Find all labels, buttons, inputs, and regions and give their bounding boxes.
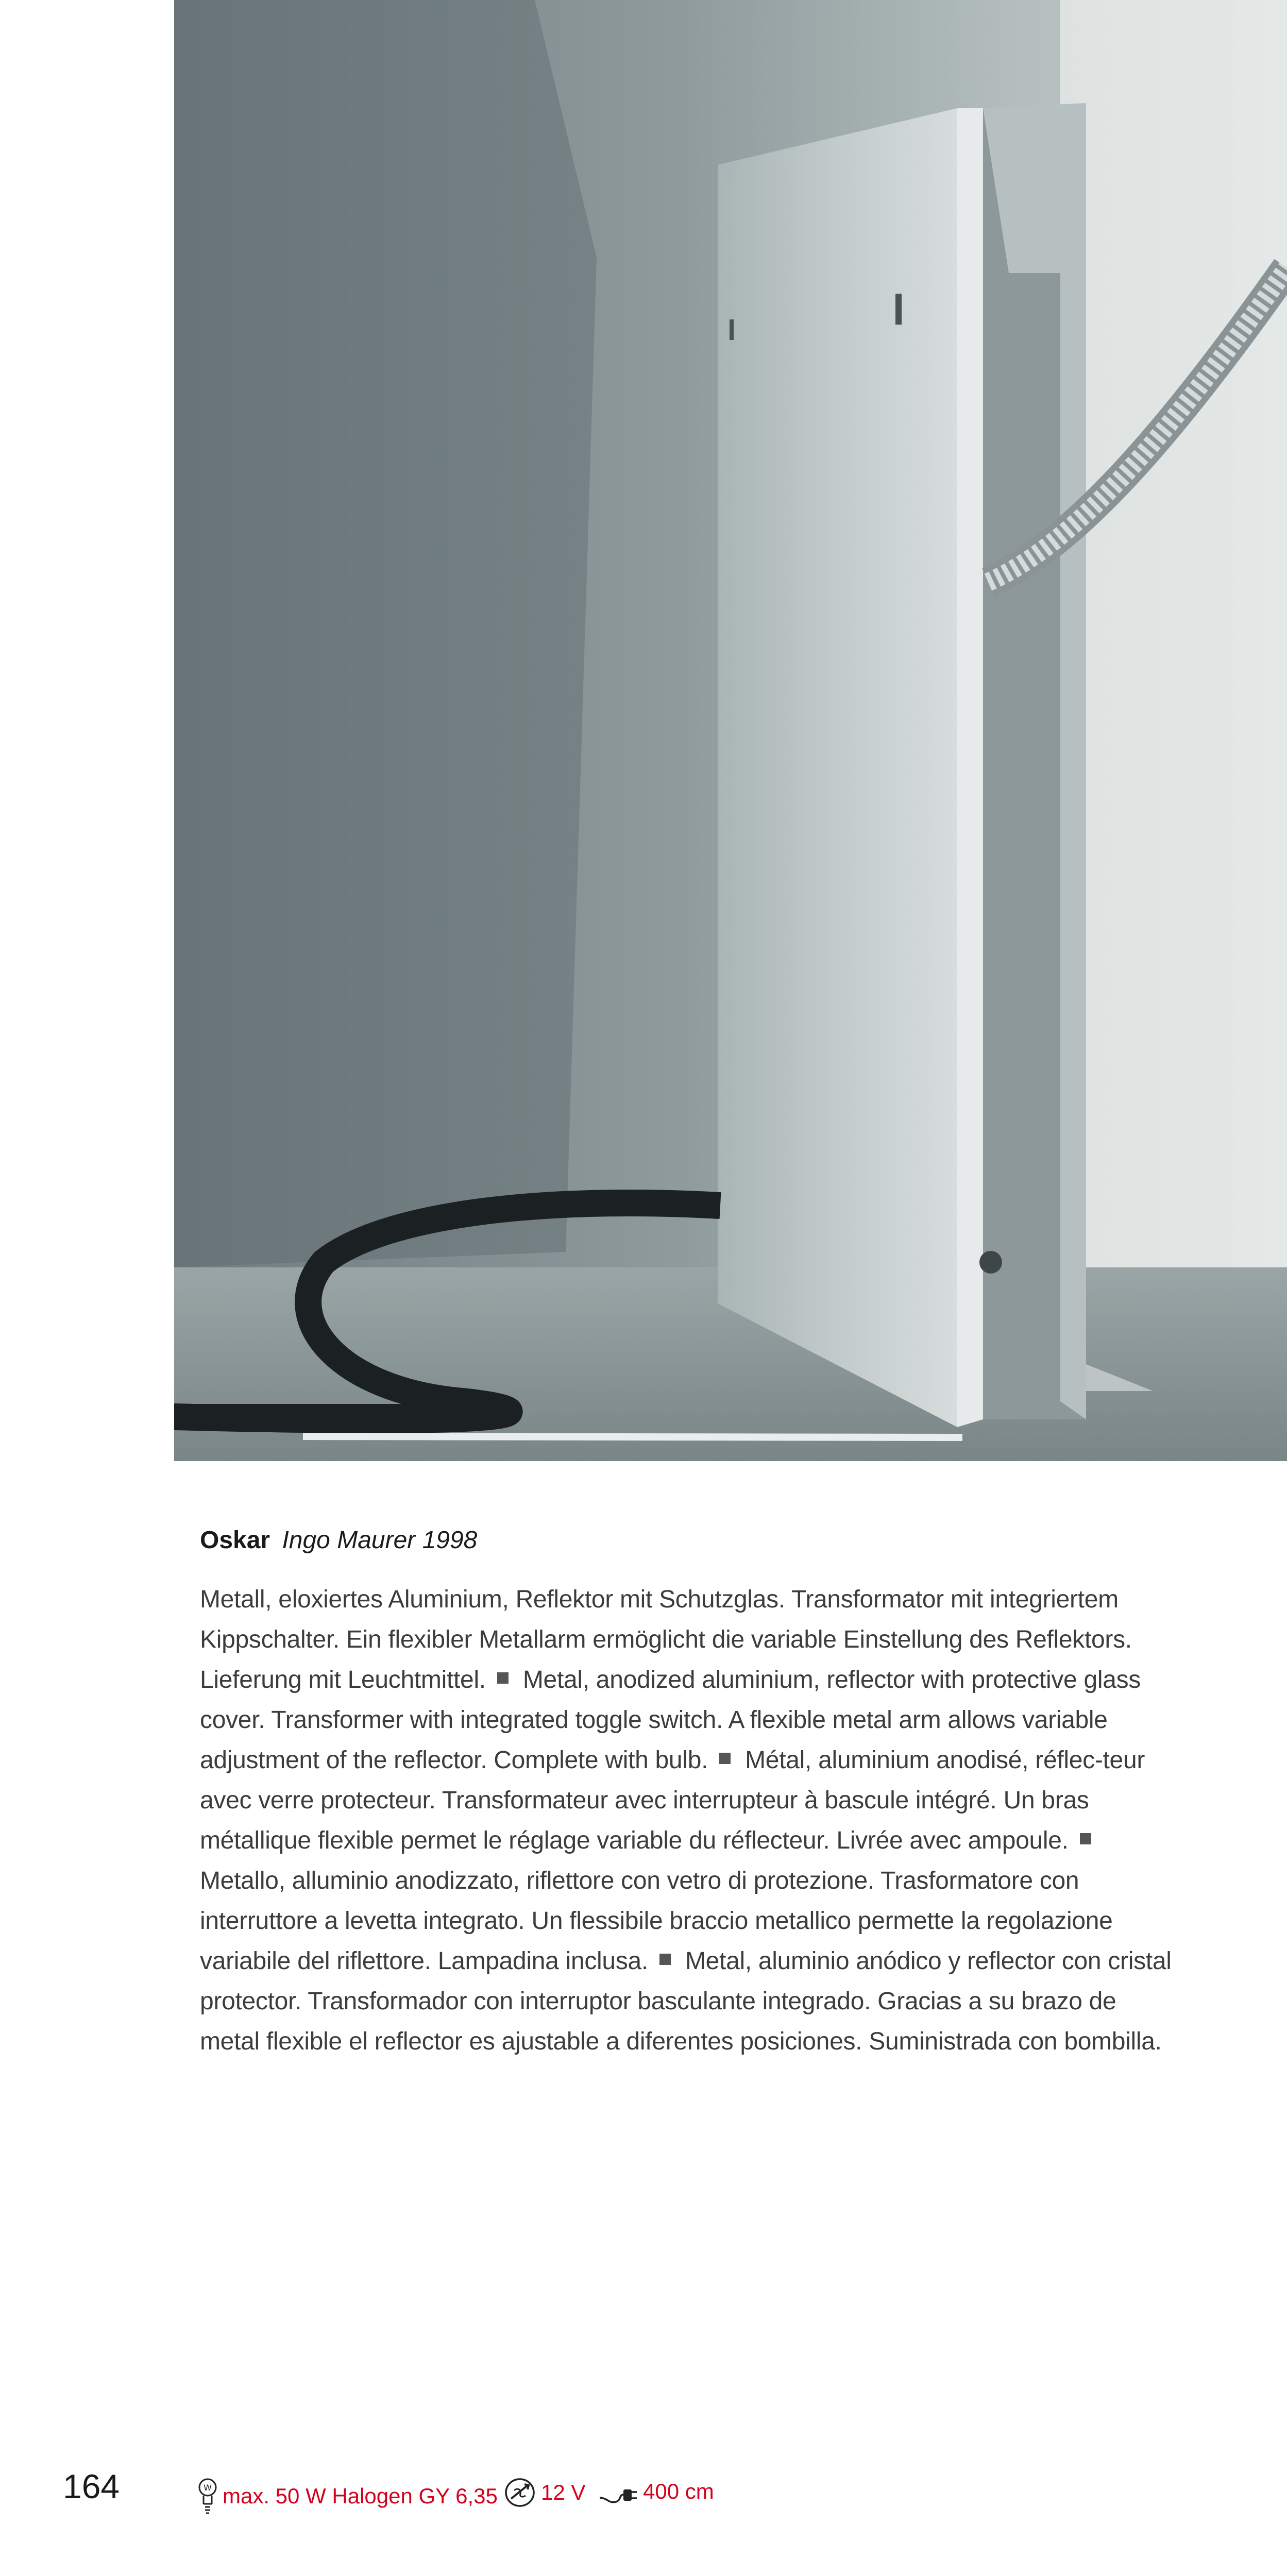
description-fr: Métal, aluminium anodisé, réflec-teur avec verre protecteur. Transformateur avec interrupteur à bascule intégré. Un bras métallique flexible permet le réglage variable du réflecteur. Livrée avec ampoule. <box>200 1747 1145 1854</box>
bulb-spec <box>198 2477 498 2515</box>
description-it: Metallo, alluminio anodizzato, riflettore con vetro di protezione. Trasformatore con interruttore a levetta integrato. Un flessibile braccio metallico permette la regolazione variabile del riflettore. Lampadina inclusa. <box>200 1867 1113 1975</box>
description-de: Metall, eloxiertes Aluminium, Reflektor mit Schutzglas. Transformator mit integriertem Kippschalter. Ein flexibler Metallarm ermöglicht die variable Einstellung des Reflektors. Lieferung mit Leuchtmittel. <box>200 1586 1132 1693</box>
product-caption <box>200 1525 1179 2062</box>
lamp-photo-illustration <box>174 0 1287 1461</box>
designer-year: Ingo Maurer 1998 <box>282 1527 478 1554</box>
separator-square-icon <box>659 1954 671 1965</box>
separator-square-icon <box>719 1753 731 1764</box>
cable-spec <box>599 2477 714 2506</box>
bulb-icon <box>198 2477 217 2515</box>
description-en: Metal, anodized aluminium, reflector with protective glass cover. Transformer with integrated toggle switch. A flexible metal arm allows variable adjustment of the reflector. Complete with bulb. <box>200 1666 1141 1774</box>
svg-text:W: W <box>204 2483 212 2493</box>
product-photo <box>174 0 1287 1461</box>
description-es: Metal, aluminio anódico y reflector con cristal protector. Transformador con interruptor basculante integrado. Gracias a su brazo de metal flexible el reflector es ajustable a diferentes posiciones. Suministrada con bombilla. <box>200 1947 1172 2055</box>
cable-length-text: 400 cm <box>643 2479 714 2503</box>
separator-square-icon <box>1080 1833 1091 1844</box>
product-name: Oskar <box>200 1527 270 1554</box>
bulb-spec-text: max. 50 W Halogen GY 6,35 <box>223 2484 498 2508</box>
page-footer <box>0 2463 1287 2509</box>
voltage-text: 12 V <box>541 2480 586 2504</box>
page-number: 164 <box>63 2467 120 2505</box>
separator-square-icon <box>497 1672 509 1684</box>
transformer-icon <box>504 2477 536 2508</box>
cable-plug-icon <box>599 2477 638 2506</box>
voltage-spec <box>504 2477 585 2508</box>
product-title <box>200 1525 1179 1556</box>
product-description <box>200 1580 1179 2062</box>
